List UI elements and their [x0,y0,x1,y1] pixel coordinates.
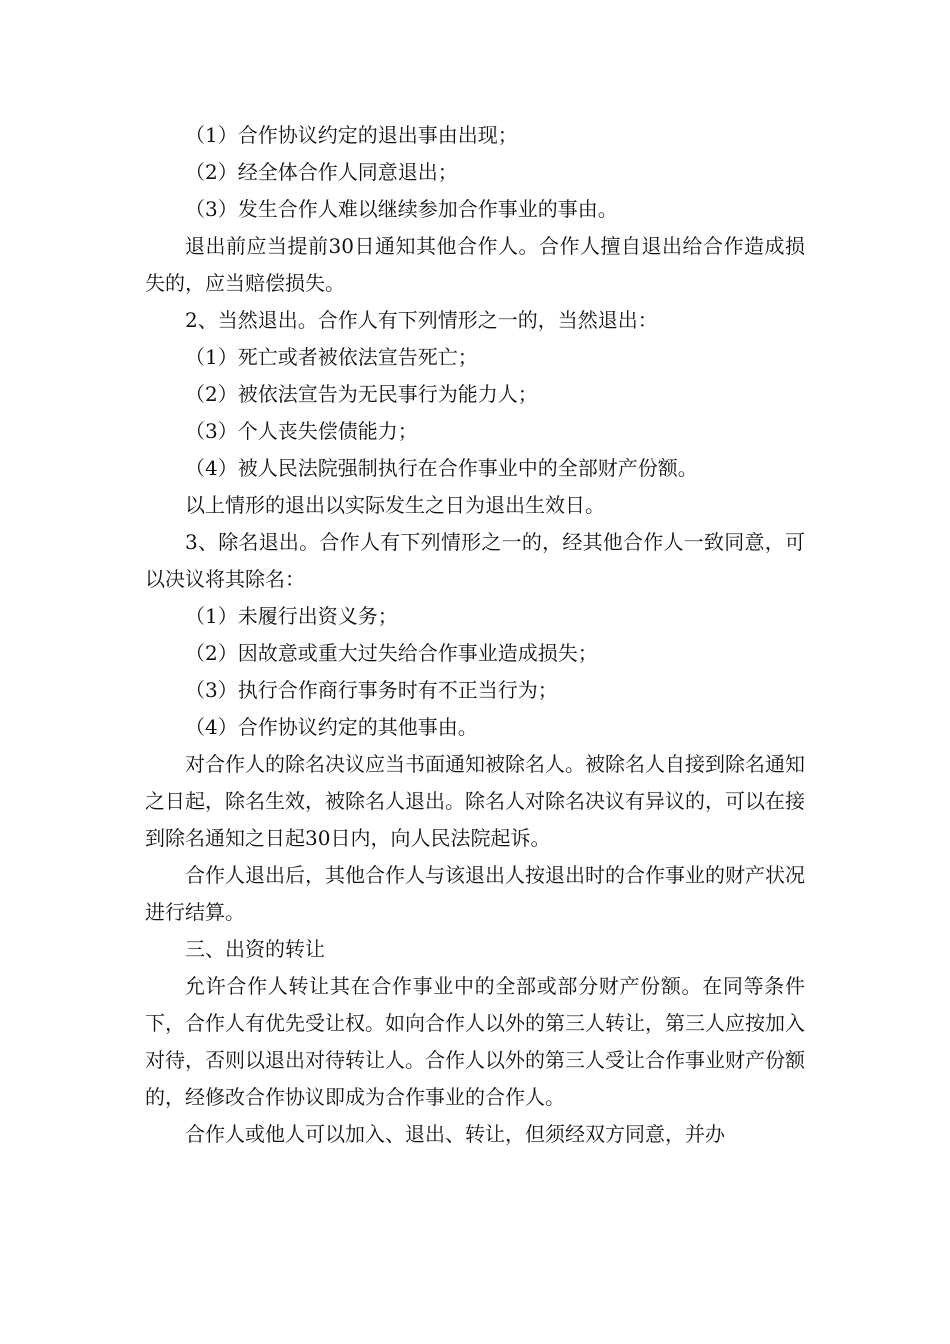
transfer-paragraph: 允许合作人转让其在合作事业中的全部或部分财产份额。在同等条件下，合作人有优先受让权。如向合作人以外的第三人转让，第三人应按加入对待，否则以退出对待转让人。合作人以外的第三人受让合作事业财产份额的，经修改合作协议即成为合作事业的合作人。 [145,974,805,1109]
effective-date-paragraph: 以上情形的退出以实际发生之日为退出生效日。 [185,493,605,517]
list-item-2: （2）经全体合作人同意退出； [185,160,458,184]
list-item-2: （2）因故意或重大过失给合作事业造成损失； [185,641,598,665]
list-item-4: （4）被人民法院强制执行在合作事业中的全部财产份额。 [185,456,698,480]
list-item-4: （4）合作协议约定的其他事由。 [185,715,478,739]
list-item-3: （3）发生合作人难以继续参加合作事业的事由。 [185,197,618,221]
list-item-2: （2）被依法宣告为无民事行为能力人； [185,382,538,406]
automatic-withdrawal-heading: 2、当然退出。合作人有下列情形之一的，当然退出： [185,308,658,332]
list-item-3: （3）执行合作商行事务时有不正当行为； [185,678,558,702]
section-heading-transfer: 三、出资的转让 [185,937,325,961]
list-item-3: （3）个人丧失偿债能力； [185,419,418,443]
list-item-1: （1）未履行出资义务； [185,604,398,628]
expulsion-notice-paragraph: 对合作人的除名决议应当书面通知被除名人。被除名人自接到除名通知之日起，除名生效，被除名人退出。除名人对除名决议有异议的，可以在接到除名通知之日起30日内，向人民法院起诉。 [145,752,805,850]
closing-paragraph: 合作人或他人可以加入、退出、转让，但须经双方同意，并办 [185,1122,725,1146]
withdrawal-notice-paragraph: 退出前应当提前30日通知其他合作人。合作人擅自退出给合作造成损失的，应当赔偿损失。 [145,234,805,295]
expulsion-heading: 3、除名退出。合作人有下列情形之一的，经其他合作人一致同意，可以决议将其除名： [145,530,805,591]
list-item-1: （1）合作协议约定的退出事由出现； [185,123,518,147]
document-body [145,117,805,1153]
list-item-1: （1）死亡或者被依法宣告死亡； [185,345,478,369]
settlement-paragraph: 合作人退出后，其他合作人与该退出人按退出时的合作事业的财产状况进行结算。 [145,863,805,924]
